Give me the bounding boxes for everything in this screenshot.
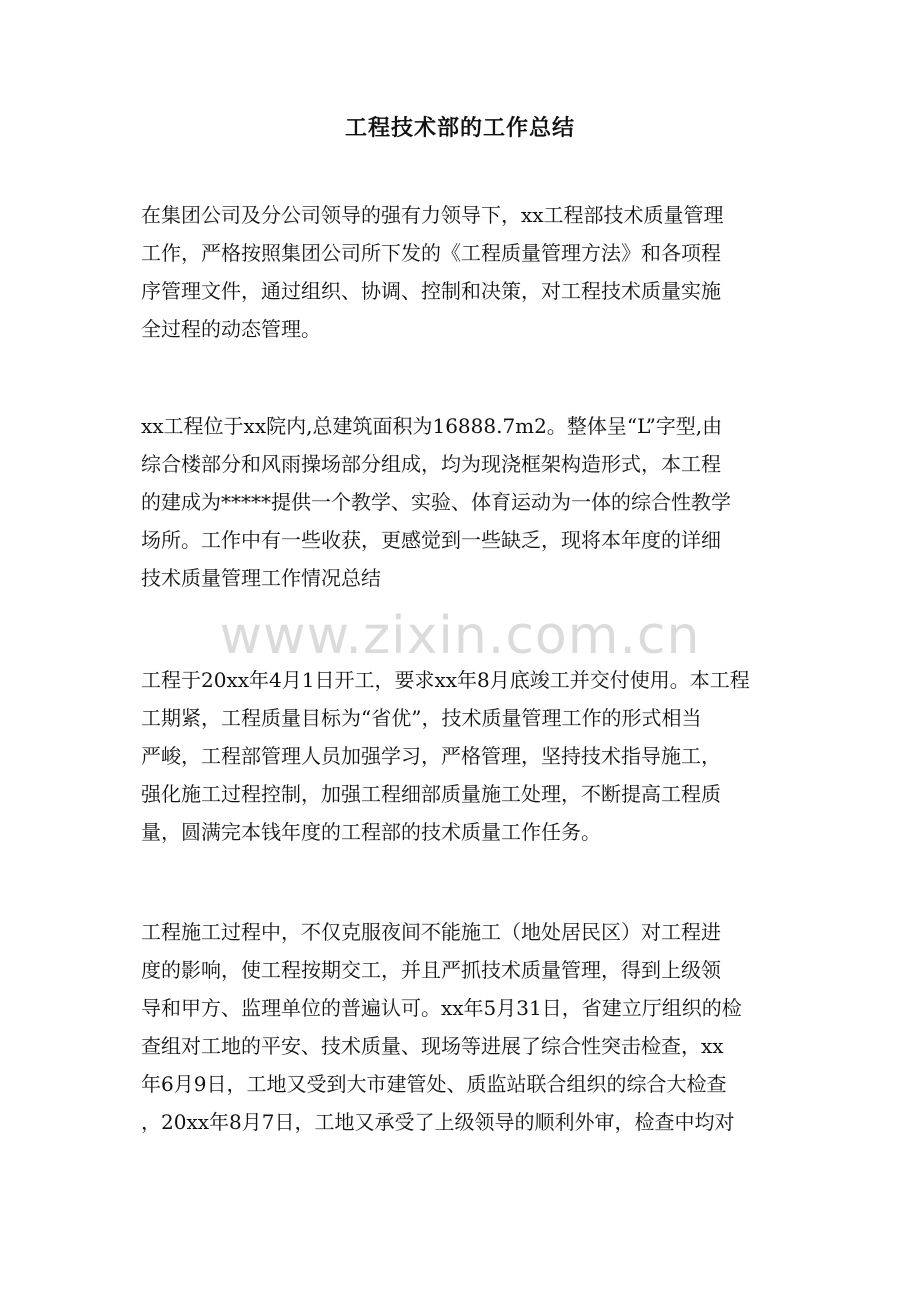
paragraph-line: 场所。工作中有一些收获，更感觉到一些缺乏，现将本年度的详细 [141, 528, 721, 552]
paragraph-line: 序管理文件，通过组织、协调、控制和决策，对工程技术质量实施 [141, 279, 721, 303]
document-title: 工程技术部的工作总结 [344, 115, 575, 141]
paragraph-line: 工期紧，工程质量目标为“省优”，技术质量管理工作的形式相当 [141, 706, 702, 730]
paragraph-line: 工程施工过程中，不仅克服夜间不能施工（地处居民区）对工程进 [141, 920, 721, 944]
paragraph-line: 全过程的动态管理。 [141, 317, 321, 341]
paragraph-line: 强化施工过程控制，加强工程细部质量施工处理，不断提高工程质 [141, 782, 721, 806]
paragraph-line: ，20xx年8月7日，工地又承受了上级领导的顺利外审，检查中均对 [141, 1110, 735, 1134]
paragraph-line: 严峻，工程部管理人员加强学习，严格管理，坚持技术指导施工， [141, 744, 721, 768]
watermark: www.zixin.com.cn [219, 606, 701, 666]
paragraph-line: 工程于20xx年4月1日开工，要求xx年8月底竣工并交付使用。本工程 [141, 668, 750, 692]
paragraph-line: 年6月9日，工地又受到大市建管处、质监站联合组织的综合大检查 [141, 1072, 727, 1096]
paragraph-line: 在集团公司及分公司领导的强有力领导下，xx工程部技术质量管理 [141, 203, 724, 227]
paragraph-line: 技术质量管理工作情况总结 [141, 566, 381, 590]
paragraph-4 [141, 913, 781, 1141]
paragraph-line: 查组对工地的平安、技术质量、现场等进展了综合性突击检查，xx [141, 1034, 724, 1058]
paragraph-1 [141, 196, 781, 348]
paragraph-line: 的建成为*****提供一个教学、实验、体育运动为一体的综合性教学 [141, 490, 731, 514]
paragraph-line: 综合楼部分和风雨操场部分组成，均为现浇框架构造形式，本工程 [141, 452, 721, 476]
paragraph-3 [141, 661, 781, 851]
paragraph-line: 度的影响，使工程按期交工，并且严抓技术质量管理，得到上级领 [141, 958, 721, 982]
paragraph-line: 工作，严格按照集团公司所下发的《工程质量管理方法》和各项程 [141, 241, 721, 265]
paragraph-line: 导和甲方、监理单位的普遍认可。xx年5月31日，省建立厅组织的检 [141, 996, 742, 1020]
paragraph-2 [141, 407, 781, 597]
paragraph-line: 量，圆满完本钱年度的工程部的技术质量工作任务。 [141, 820, 601, 844]
paragraph-line: xx工程位于xx院内,总建筑面积为16888.7m2。整体呈“L”字型,由 [141, 414, 723, 438]
